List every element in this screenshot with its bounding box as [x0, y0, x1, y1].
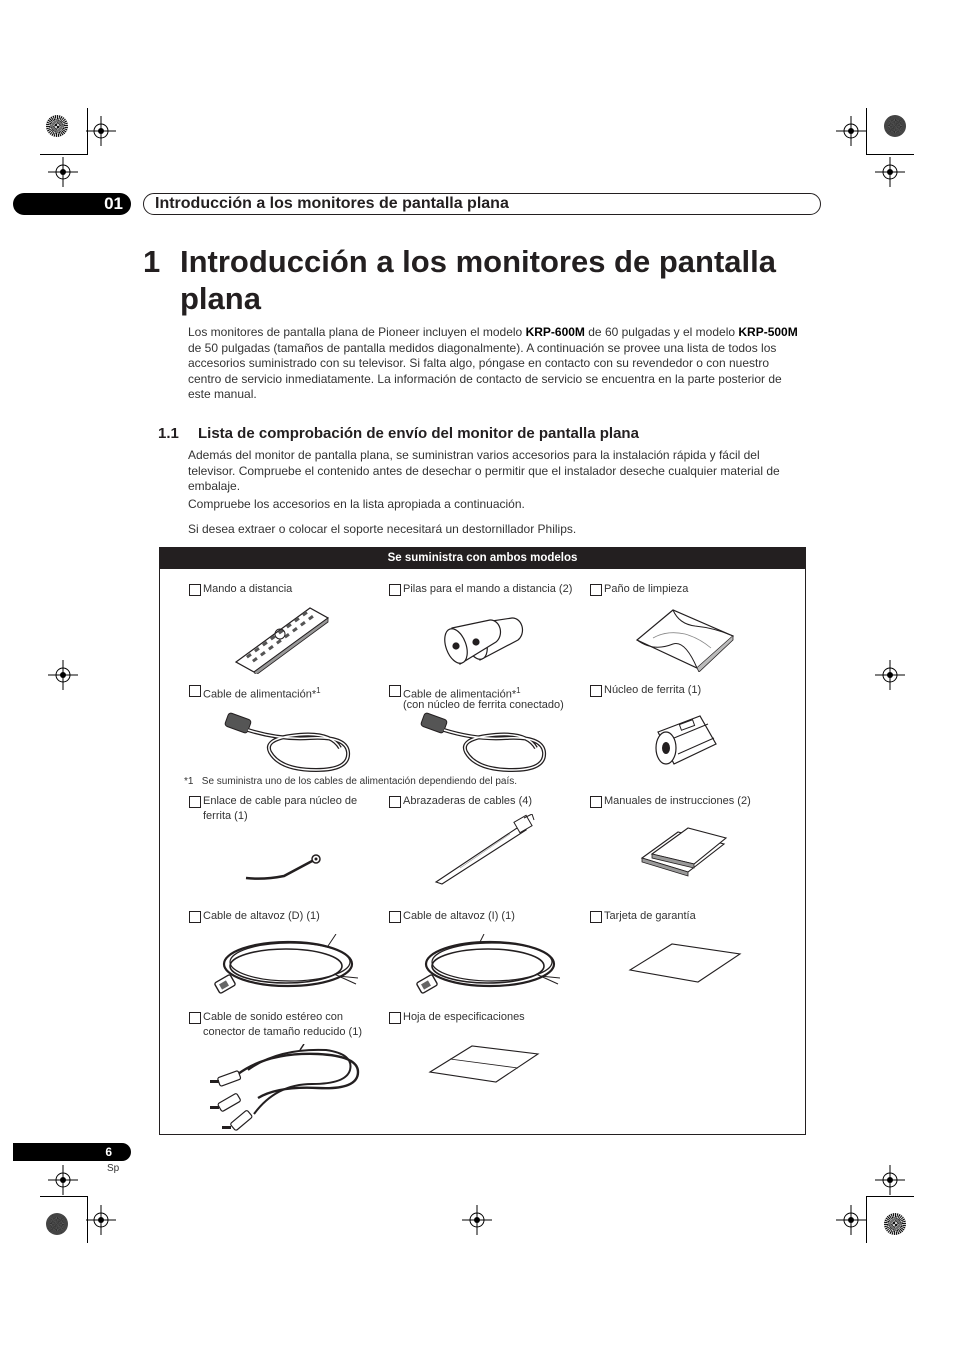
footnote-ref: 1 [316, 686, 321, 695]
checkbox[interactable] [590, 685, 602, 697]
ferrite-core-illustration [644, 708, 724, 774]
checkbox[interactable] [590, 911, 602, 923]
item-label: Abrazaderas de cables (4) [403, 795, 533, 807]
registration-mark [462, 1205, 492, 1235]
checkbox[interactable] [590, 796, 602, 808]
instruction-manuals-illustration [638, 824, 732, 880]
crop-mark [40, 154, 88, 155]
color-rosette-mark [46, 115, 68, 137]
item-label: Cable de alimentación* [203, 688, 317, 701]
item-label: Tarjeta de garantía [604, 910, 696, 922]
registration-mark [836, 1205, 866, 1235]
heading-line-1: Introducción a los monitores de pantalla [180, 244, 776, 279]
section-text: televisor. Compruebe el contenido antes de desechar o permitir que el instalador deseche cualquier material de [188, 463, 780, 478]
item-label: Pilas para el mando a distancia (2) [403, 583, 573, 595]
section-text: Además del monitor de pantalla plana, se suministran varios accesorios para la instalación rápida y fácil del [188, 448, 760, 462]
footnote-mark: *1 [184, 776, 194, 787]
intro-text: de 50 pulgadas (tamaños de pantalla medidos diagonalmente). A continuación se provee una lista de todos los [188, 340, 777, 355]
checkbox[interactable] [389, 584, 401, 596]
intro-text: este manual. [188, 387, 257, 402]
footnote-ref: 1 [516, 686, 521, 695]
registration-mark [875, 660, 905, 690]
item-label: Cable de alimentación* [403, 688, 517, 701]
crop-mark [866, 108, 867, 154]
stereo-audio-cable-illustration [208, 1044, 362, 1134]
section-text: embalaje. [188, 479, 241, 494]
item-label: ferrita (1) [203, 810, 248, 822]
cable-tie-illustration [244, 848, 324, 888]
item-label: Núcleo de ferrita (1) [604, 684, 702, 696]
crop-mark [866, 154, 914, 155]
warranty-card-illustration [628, 942, 742, 984]
accessories-checklist [159, 547, 806, 1135]
checkbox[interactable] [189, 796, 201, 808]
heading-line-2: plana [180, 281, 261, 316]
intro-text: accesorios suministrado con su televisor. Si falta algo, póngase en contacto con su revendedor o con nuestro [188, 356, 770, 371]
heading-number: 1 [143, 244, 161, 279]
cleaning-cloth-illustration [633, 604, 737, 672]
item-label: Manuales de instrucciones (2) [604, 795, 751, 807]
item-label: conector de tamaño reducido (1) [203, 1026, 362, 1038]
batteries-illustration [432, 610, 532, 672]
registration-mark [48, 1165, 78, 1195]
model-name: KRP-500M [738, 325, 798, 339]
item-label: Cable de altavoz (I) (1) [403, 910, 515, 922]
checkbox[interactable] [189, 1012, 201, 1024]
intro-paragraph [188, 325, 822, 403]
checkbox[interactable] [389, 1012, 401, 1024]
checkbox[interactable] [189, 685, 201, 697]
item-label: Enlace de cable para núcleo de [203, 795, 358, 807]
remote-control-illustration [232, 604, 332, 674]
intro-text: Los monitores de pantalla plana de Pioneer incluyen el modelo [188, 325, 526, 339]
section-number: 1.1 [158, 425, 179, 442]
registration-mark [875, 157, 905, 187]
intro-text: de 60 pulgadas y el modelo [584, 325, 739, 339]
crop-mark [866, 1196, 914, 1197]
registration-mark [48, 660, 78, 690]
power-cable-illustration [220, 710, 352, 776]
section-text: Compruebe los accesorios en la lista apropiada a continuación. [188, 497, 525, 511]
registration-mark [86, 1205, 116, 1235]
model-name: KRP-600M [525, 325, 585, 339]
footnote-text: Se suministra uno de los cables de alimentación dependiendo del país. [201, 776, 518, 787]
checkbox[interactable] [189, 911, 201, 923]
section-paragraph [188, 448, 822, 495]
checkbox[interactable] [189, 584, 201, 596]
registration-mark [86, 116, 116, 146]
item-label: Mando a distancia [203, 583, 293, 595]
crop-mark [866, 1197, 867, 1243]
specification-sheet-illustration [428, 1044, 540, 1084]
chapter-number-tab: 01 [13, 193, 131, 215]
footnote [184, 776, 517, 787]
checkbox[interactable] [389, 685, 401, 697]
speaker-cable-illustration [208, 934, 358, 1002]
registration-mark [48, 157, 78, 187]
intro-text: centro de servicio inmediatamente. La información de contacto de servicio se encuentra en la parte posterior de [188, 371, 782, 386]
item-label: Hoja de especificaciones [403, 1011, 525, 1023]
cable-clamp-illustration [430, 814, 540, 886]
checkbox[interactable] [389, 796, 401, 808]
power-cable-illustration [416, 710, 548, 776]
registration-mark [875, 1165, 905, 1195]
section-title: Lista de comprobación de envío del monitor de pantalla plana [198, 425, 639, 442]
color-rosette-mark [46, 1213, 68, 1235]
item-label: Paño de limpieza [604, 583, 689, 595]
section-text: Si desea extraer o colocar el soporte necesitará un destornillador Philips. [188, 522, 577, 536]
page-number: 6 [13, 1143, 131, 1161]
crop-mark [40, 1196, 88, 1197]
color-rosette-mark [884, 115, 906, 137]
item-label: Cable de sonido estéreo con [203, 1011, 344, 1023]
checkbox[interactable] [389, 911, 401, 923]
checkbox[interactable] [590, 584, 602, 596]
registration-mark [836, 116, 866, 146]
item-sublabel: (con núcleo de ferrita conectado) [403, 699, 564, 711]
language-code: Sp [107, 1163, 120, 1174]
speaker-cable-illustration [410, 934, 560, 1002]
color-rosette-mark [884, 1213, 906, 1235]
chapter-title-bar: Introducción a los monitores de pantalla plana [143, 193, 821, 215]
checklist-header: Se suministra con ambos modelos [160, 548, 805, 569]
item-label: Cable de altavoz (D) (1) [203, 910, 320, 922]
